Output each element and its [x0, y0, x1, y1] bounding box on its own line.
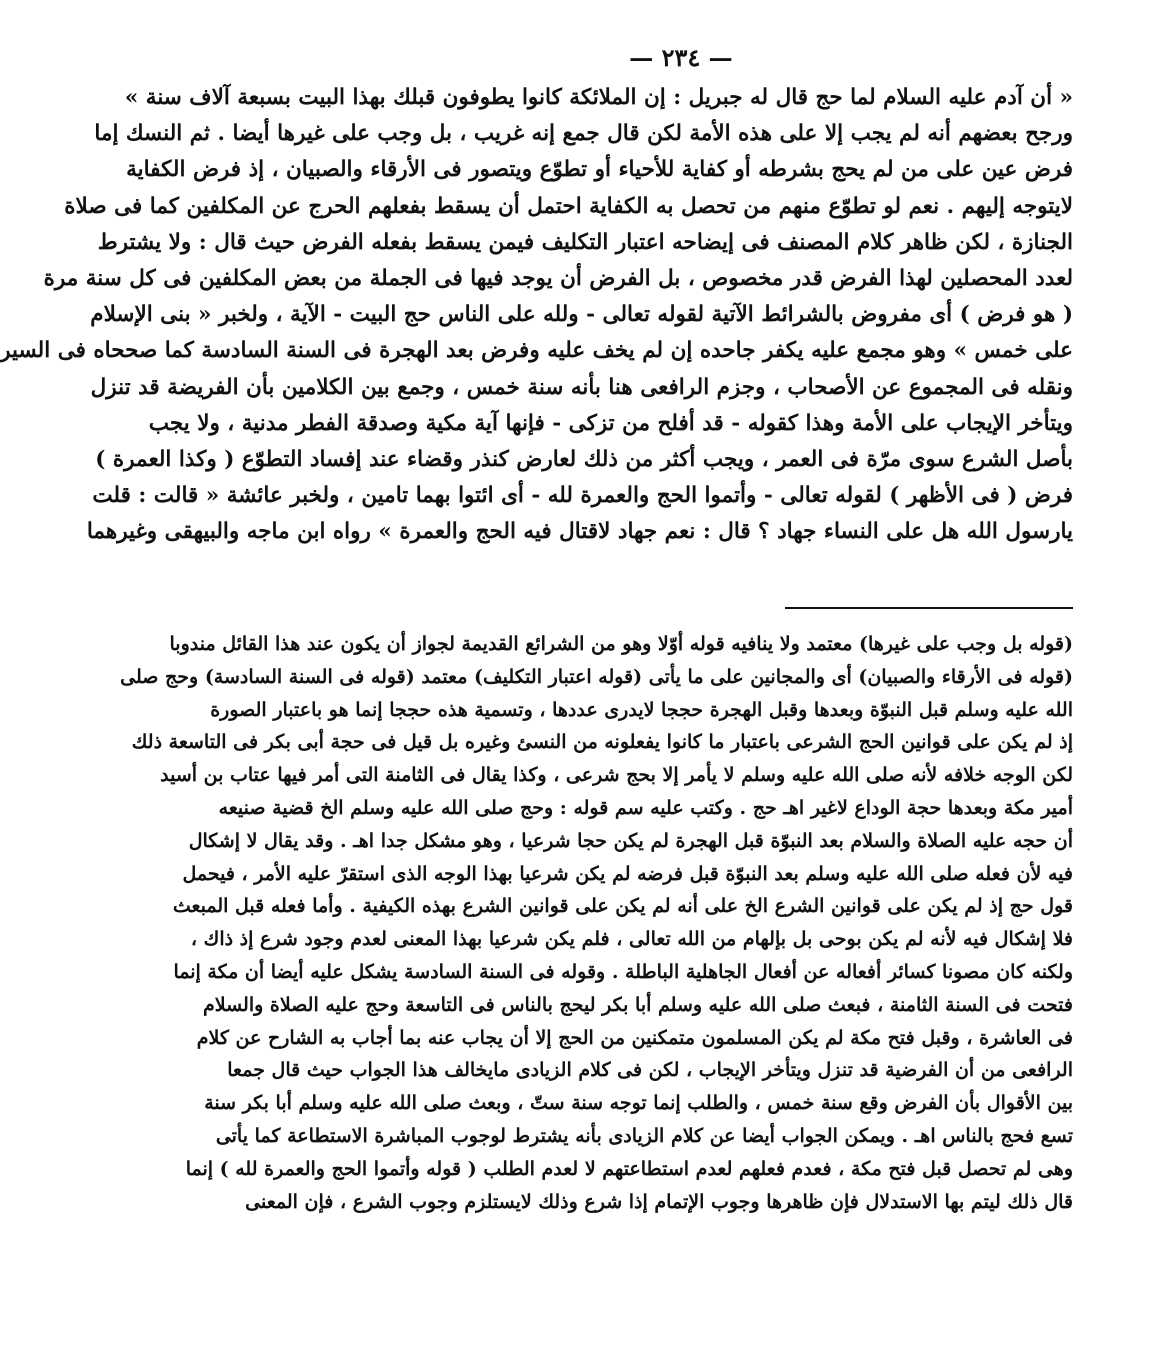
- main-text-line: « أن آدم عليه السلام لما حج قال له جبريل : إن الملائكة كانوا يطوفون قبلك بهذا البيت بسبعة آلاف سنة »: [124, 85, 1073, 110]
- main-text-line: ورجح بعضهم أنه لم يجب إلا على هذه الأمة لكن قال جمع إنه غريب ، بل وجب على غيرها أيضا . ثم النسك إما: [94, 121, 1073, 147]
- footnote-line: إذ لم يكن على قوانين الحج الشرعى باعتبار ما كانوا يفعلونه من النسئ وغيره بل قيل فى حجة أبى بكر فى التاسعة ذلك: [131, 731, 1073, 754]
- main-text-line: ويتأخر الإيجاب على الأمة وهذا كقوله - قد أفلح من تزكى - فإنها آية مكية وصدقة الفطر مدنية ، ولا يجب: [148, 410, 1073, 436]
- main-text-line: ( هو فرض ) أى مفروض بالشرائط الآتية لقوله تعالى - ولله على الناس حج البيت - الآية ، ولخبر « بنى الإسلام: [90, 302, 1073, 328]
- main-text-line: فرض ( فى الأظهر ) لقوله تعالى - وأتموا الحج والعمرة لله - أى ائتوا بهما تامين ، ولخبر عائشة « قالت : قلت: [92, 483, 1073, 509]
- footnote-line: ولكنه كان مصونا كسائر أفعاله عن أفعال الجاهلية الباطلة . وقوله فى السنة السادسة يشكل عليه أيضا أن مكة إنما: [173, 960, 1073, 983]
- footnote-line: الرافعى من أن الفرضية قد تنزل ويتأخر الإيجاب ، لكن فى كلام الزيادى مايخالف هذا الجواب حيث قال جمعا: [227, 1059, 1073, 1082]
- main-text-line: لعدد المحصلين لهذا الفرض قدر مخصوص ، بل الفرض أن يوجد فيها فى الجملة من بعض المكلفين فى كل سنة مرة: [43, 266, 1073, 292]
- main-text-line: فرض عين على من لم يحج بشرطه أو كفاية للأحياء أو تطوّع ويتصور فى الأرقاء والصبيان ، إذ فرض الكفاية: [126, 157, 1073, 183]
- footnotes-body: [120, 628, 1073, 1218]
- main-text-body: [0, 80, 1073, 551]
- footnote-line: بين الأقوال بأن الفرض وقع سنة خمس ، والطلب إنما توجه سنة ستّ ، وبعث صلى الله عليه وسلم أبا بكر سنة: [204, 1092, 1073, 1115]
- page-number: — ٢٣٤ —: [629, 43, 733, 72]
- footnote-line: قول حج إذ لم يكن على قوانين الشرع الخ على أنه لم يكن على قوانين الشرع بهذه الكيفية . وأما فعله قبل المبعث: [172, 895, 1073, 918]
- footnote-line: قال ذلك ليتم بها الاستدلال فإن ظاهرها وجوب الإتمام إذا شرع وذلك لايستلزم وجوب الشرع ، فإن المعنى: [245, 1190, 1073, 1213]
- footnote-line: فلا إشكال فيه لأنه لم يكن بوحى بل بإلهام من الله تعالى ، فلم يكن شرعيا بهذا المعنى لعدم وجود شرع إذ ذاك ،: [190, 928, 1073, 951]
- footnote-divider: [785, 607, 1073, 609]
- footnote-line: لكن الوجه خلافه لأنه صلى الله عليه وسلم لا يأمر إلا بحج شرعى ، وكذا يقال فى الثامنة التى أمر فيها عتاب بن أسيد: [160, 764, 1073, 787]
- footnote-line: أمير مكة وبعدها حجة الوداع لاغير اهـ حج . وكتب عليه سم قوله : وحج صلى الله عليه وسلم الخ قضية صنيعه: [218, 796, 1073, 819]
- footnote-line: (قوله فى الأرقاء والصبيان) أى والمجانين على ما يأتى (قوله اعتبار التكليف) معتمد (قوله فى السنة السادسة) وحج صلى: [120, 665, 1073, 688]
- main-text-line: ونقله فى المجموع عن الأصحاب ، وجزم الرافعى هنا بأنه سنة خمس ، وجمع بين الكلامين بأن الفريضة قد تنزل: [90, 374, 1073, 400]
- footnote-line: فتحت فى السنة الثامنة ، فبعث صلى الله عليه وسلم أبا بكر ليحج بالناس فى التاسعة وحج عليه الصلاة والسلام: [202, 993, 1073, 1016]
- footnote-line: (قوله بل وجب على غيرها) معتمد ولا ينافيه قوله أوّلا وهو من الشرائع القديمة لجواز أن يكون عند هذا القائل مندوبا: [169, 633, 1073, 655]
- main-text-line: لايتوجه إليهم . نعم لو تطوّع منهم من تحصل به الكفاية احتمل أن يسقط بفعلهم الحرج عن المكلفين كما فى صلاة: [64, 193, 1073, 219]
- footnote-line: فيه لأن فعله صلى الله عليه وسلم بعد النبوّة قبل فرضه لم يكن شرعيا بهذا الوجه الذى استقرّ عليه الأمر ، فيحمل: [182, 862, 1073, 885]
- footnote-line: فى العاشرة ، وقبل فتح مكة لم يكن المسلمون متمكنين من الحج إلا أن يجاب عنه بما أجاب به الشارح عن كلام: [196, 1026, 1073, 1049]
- main-text-line: بأصل الشرع سوى مرّة فى العمر ، ويجب أكثر من ذلك لعارض كنذر وقضاء عند إفساد التطوّع ( وكذا العمرة ): [95, 447, 1073, 473]
- main-text-line: على خمس » وهو مجمع عليه يكفر جاحده إن لم يخف عليه وفرض بعد الهجرة فى السنة السادسة كما صححاه فى السير: [0, 338, 1073, 364]
- main-text-line: يارسول الله هل على النساء جهاد ؟ قال : نعم جهاد لاقتال فيه الحج والعمرة » رواه ابن ماجه والبيهقى وغيرهما: [86, 519, 1073, 545]
- main-text-line: الجنازة ، لكن ظاهر كلام المصنف فى إيضاحه اعتبار التكليف فيمن يسقط بفعله الفرض حيث قال : ولا يشترط: [97, 229, 1073, 255]
- footnote-line: وهى لم تحصل قبل فتح مكة ، فعدم فعلهم لعدم استطاعتهم لا لعدم الطلب ( قوله وأتموا الحج والعمرة لله ) إنما: [185, 1157, 1073, 1180]
- footnote-line: الله عليه وسلم قبل النبوّة وبعدها وقبل الهجرة حججا لايدرى عددها ، وتسمية هذه حججا إنما هو باعتبار الصورة: [210, 698, 1073, 721]
- footnote-line: أن حجه عليه الصلاة والسلام بعد النبوّة قبل الهجرة لم يكن حجا شرعيا ، وهو مشكل جدا اهـ . وقد يقال لا إشكال: [188, 829, 1073, 852]
- footnote-line: تسع فحج بالناس اهـ . ويمكن الجواب أيضا عن كلام الزيادى بأنه يشترط لوجوب المباشرة الاستطاعة كما يأتى: [215, 1124, 1073, 1147]
